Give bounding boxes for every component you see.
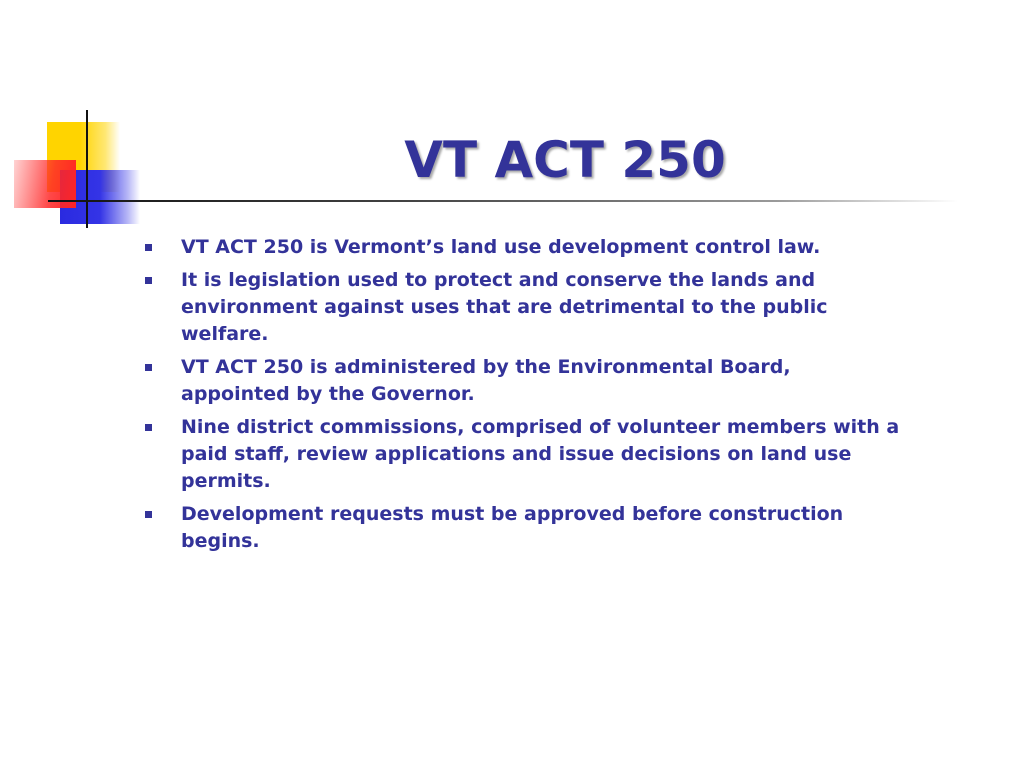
square-bullet-icon <box>145 424 152 431</box>
vertical-rule-line <box>86 110 88 228</box>
bullet-item <box>140 267 900 348</box>
bullet-text: It is legislation used to protect and conserve the lands and environment against uses that are detrimental to the public welfare. <box>181 269 828 345</box>
square-bullet-icon <box>145 277 152 284</box>
bullet-text: VT ACT 250 is administered by the Environmental Board, appointed by the Governor. <box>181 356 791 405</box>
red-square-decoration <box>14 160 76 208</box>
bullet-item <box>140 501 900 555</box>
square-bullet-icon <box>145 244 152 251</box>
square-bullet-icon <box>145 364 152 371</box>
bullet-text: Nine district commissions, comprised of volunteer members with a paid staff, review applications and issue decisions on land use permits. <box>181 416 900 492</box>
decorative-squares-graphic <box>0 0 1024 240</box>
yellow-square-decoration <box>47 122 120 192</box>
bullet-list <box>140 234 900 561</box>
bullet-item <box>140 414 900 495</box>
horizontal-rule-line <box>48 200 958 202</box>
square-bullet-icon <box>145 511 152 518</box>
bullet-item <box>140 234 900 261</box>
bullet-item <box>140 354 900 408</box>
bullet-text: Development requests must be approved before construction begins. <box>181 503 844 552</box>
slide-title: VT ACT 250 <box>404 131 726 189</box>
blue-square-decoration <box>60 170 140 224</box>
bullet-text: VT ACT 250 is Vermont’s land use development control law. <box>181 236 821 258</box>
